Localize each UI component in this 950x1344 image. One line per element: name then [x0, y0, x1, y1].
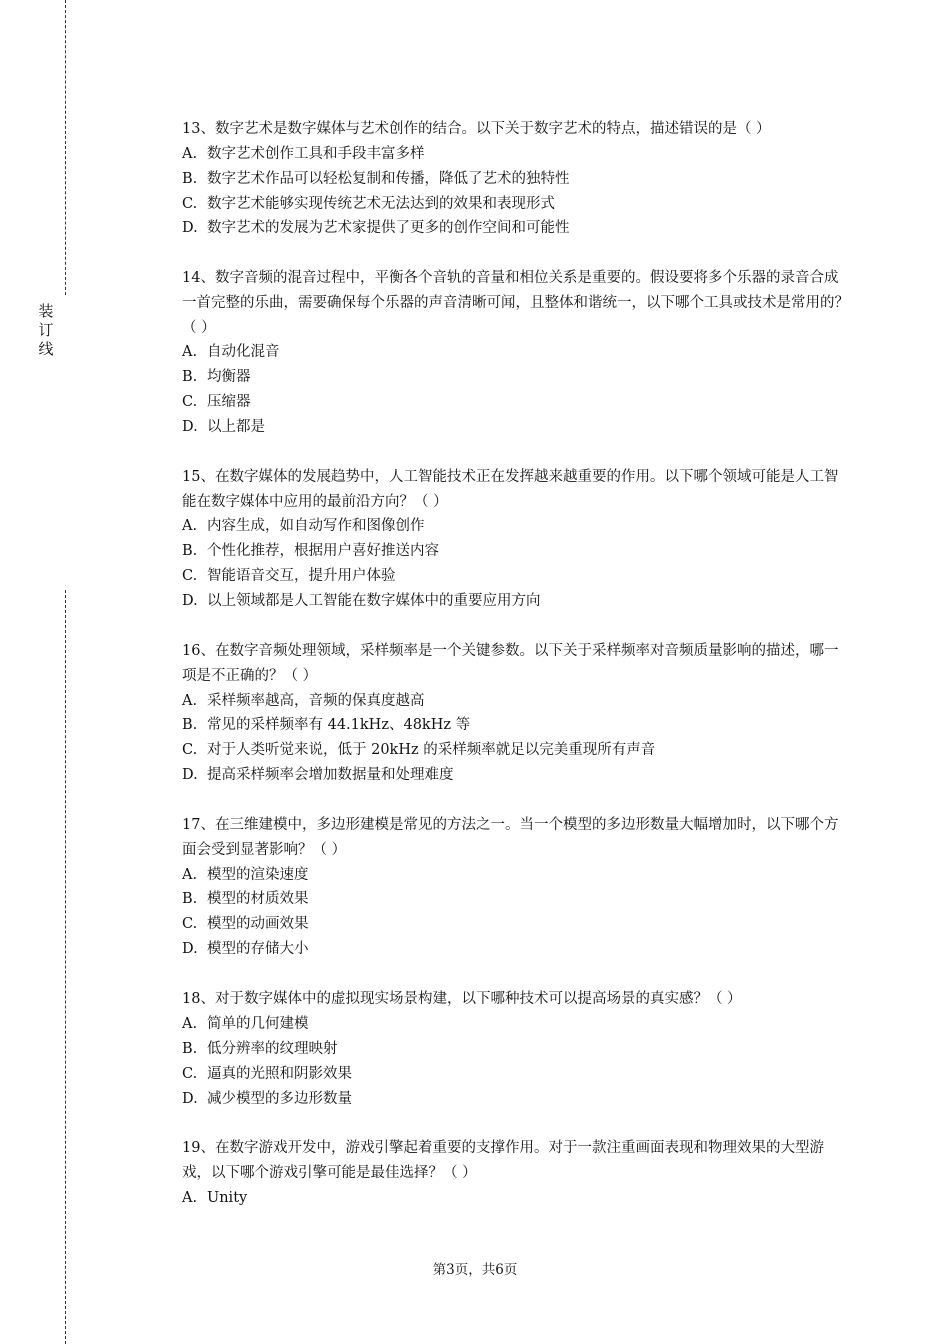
- option-b: [182, 167, 850, 192]
- option-c: [182, 192, 850, 217]
- option-text: 模型的动画效果: [207, 916, 309, 933]
- option-c: [182, 1062, 850, 1087]
- option-text: 以上领域都是人工智能在数字媒体中的重要应用方向: [207, 593, 541, 610]
- question-14: [182, 266, 850, 440]
- option-text: 均衡器: [207, 369, 251, 386]
- option-text: 模型的渲染速度: [207, 866, 309, 883]
- option-text: 自动化混音: [207, 344, 280, 361]
- question-stem: 18、对于数字媒体中的虚拟现实场景构建，以下哪种技术可以提高场景的真实感？（ ）: [182, 991, 742, 1008]
- question-18: [182, 987, 850, 1111]
- option-letter: B.: [182, 1040, 198, 1057]
- question-16: [182, 639, 850, 788]
- binding-char: 装: [38, 302, 54, 320]
- option-letter: C.: [182, 916, 198, 933]
- option-text: 数字艺术作品可以轻松复制和传播，降低了艺术的独特性: [207, 170, 570, 187]
- question-list: [182, 117, 850, 1236]
- option-text: 压缩器: [207, 394, 251, 411]
- option-text: 智能语音交互，提升用户体验: [207, 568, 396, 585]
- option-a: [182, 340, 850, 365]
- option-text: 数字艺术能够实现传统艺术无法达到的效果和表现形式: [207, 195, 555, 212]
- option-letter: A.: [182, 1015, 198, 1032]
- question-13: [182, 117, 850, 241]
- option-letter: C.: [182, 568, 198, 585]
- option-d: [182, 415, 850, 440]
- question-stem: 19、在数字游戏开发中，游戏引擎起着重要的支撑作用。对于一款注重画面表现和物理效果的大型游戏，以下哪个游戏引擎可能是最佳选择？（ ）: [182, 1140, 824, 1182]
- option-text: 数字艺术的发展为艺术家提供了更多的创作空间和可能性: [207, 220, 570, 237]
- option-d: [182, 1087, 850, 1112]
- option-b: [182, 365, 850, 390]
- question-stem: 16、在数字音频处理领域，采样频率是一个关键参数。以下关于采样频率对音频质量影响的描述，哪一项是不正确的？（ ）: [182, 643, 839, 684]
- option-c: [182, 564, 850, 589]
- option-text: 个性化推荐，根据用户喜好推送内容: [207, 543, 439, 560]
- option-letter: D.: [182, 220, 198, 237]
- option-letter: A.: [182, 866, 198, 883]
- option-letter: B.: [182, 170, 198, 187]
- option-letter: B.: [182, 543, 198, 560]
- question-stem: 15、在数字媒体的发展趋势中，人工智能技术正在发挥越来越重要的作用。以下哪个领域可能是人工智能在数字媒体中应用的最前沿方向？（ ）: [182, 469, 839, 510]
- option-letter: C.: [182, 1065, 198, 1082]
- binding-label: [36, 302, 56, 359]
- option-b: [182, 713, 850, 738]
- option-a: [182, 1012, 850, 1037]
- option-text: 采样频率越高，音频的保真度越高: [207, 692, 425, 709]
- option-a: [182, 514, 850, 539]
- option-b: [182, 887, 850, 912]
- option-b: [182, 1037, 850, 1062]
- option-text: 低分辨率的纹理映射: [207, 1040, 338, 1057]
- option-letter: A.: [182, 1189, 198, 1206]
- question-17: [182, 813, 850, 962]
- option-letter: D.: [182, 1090, 198, 1107]
- option-text: 内容生成，如自动写作和图像创作: [207, 518, 425, 535]
- option-letter: D.: [182, 419, 198, 436]
- option-c: [182, 738, 850, 763]
- option-text: 减少模型的多边形数量: [207, 1090, 352, 1107]
- option-c: [182, 912, 850, 937]
- option-text: 简单的几何建模: [207, 1015, 309, 1032]
- option-letter: A.: [182, 344, 198, 361]
- option-b: [182, 539, 850, 564]
- question-stem: 17、在三维建模中，多边形建模是常见的方法之一。当一个模型的多边形数量大幅增加时，以下哪个方面会受到显著影响？（ ）: [182, 817, 839, 858]
- option-text: 模型的存储大小: [207, 941, 309, 958]
- option-text: 对于人类听觉来说，低于 20kHz 的采样频率就足以完美重现所有声音: [207, 742, 656, 759]
- binding-line-top: [65, 0, 66, 295]
- option-letter: D.: [182, 767, 198, 784]
- option-a: [182, 1186, 850, 1211]
- option-letter: D.: [182, 941, 198, 958]
- binding-char: 线: [38, 340, 54, 358]
- option-letter: A.: [182, 518, 198, 535]
- option-text: 以上都是: [207, 419, 265, 436]
- option-d: [182, 216, 850, 241]
- option-c: [182, 390, 850, 415]
- option-d: [182, 937, 850, 962]
- question-15: [182, 465, 850, 614]
- option-letter: B.: [182, 369, 198, 386]
- option-a: [182, 142, 850, 167]
- option-letter: A.: [182, 145, 198, 162]
- option-letter: B.: [182, 717, 198, 734]
- option-letter: D.: [182, 593, 198, 610]
- option-letter: C.: [182, 742, 198, 759]
- question-stem: 14、数字音频的混音过程中，平衡各个音轨的音量和相位关系是重要的。假设要将多个乐器的录音合成一首完整的乐曲，需要确保每个乐器的声音清晰可闻，且整体和谐统一，以下哪个工具或技术是常用的？（ ）: [182, 270, 849, 336]
- question-19: [182, 1136, 850, 1210]
- option-letter: B.: [182, 891, 198, 908]
- option-letter: C.: [182, 195, 198, 212]
- option-a: [182, 689, 850, 714]
- option-d: [182, 589, 850, 614]
- binding-char: 订: [38, 321, 54, 339]
- question-stem: 13、数字艺术是数字媒体与艺术创作的结合。以下关于数字艺术的特点，描述错误的是（ ）: [182, 121, 771, 137]
- option-text: 数字艺术创作工具和手段丰富多样: [207, 145, 425, 162]
- option-text: Unity: [207, 1189, 248, 1206]
- binding-line-bottom: [65, 590, 66, 1344]
- option-text: 常见的采样频率有 44.1kHz、48kHz 等: [207, 717, 471, 734]
- option-letter: C.: [182, 394, 198, 411]
- page-number: 第3页，共6页: [432, 1262, 518, 1278]
- option-letter: A.: [182, 692, 198, 709]
- option-text: 逼真的光照和阴影效果: [207, 1065, 352, 1082]
- option-text: 提高采样频率会增加数据量和处理难度: [207, 767, 454, 784]
- option-a: [182, 863, 850, 888]
- option-d: [182, 763, 850, 788]
- option-text: 模型的材质效果: [207, 891, 309, 908]
